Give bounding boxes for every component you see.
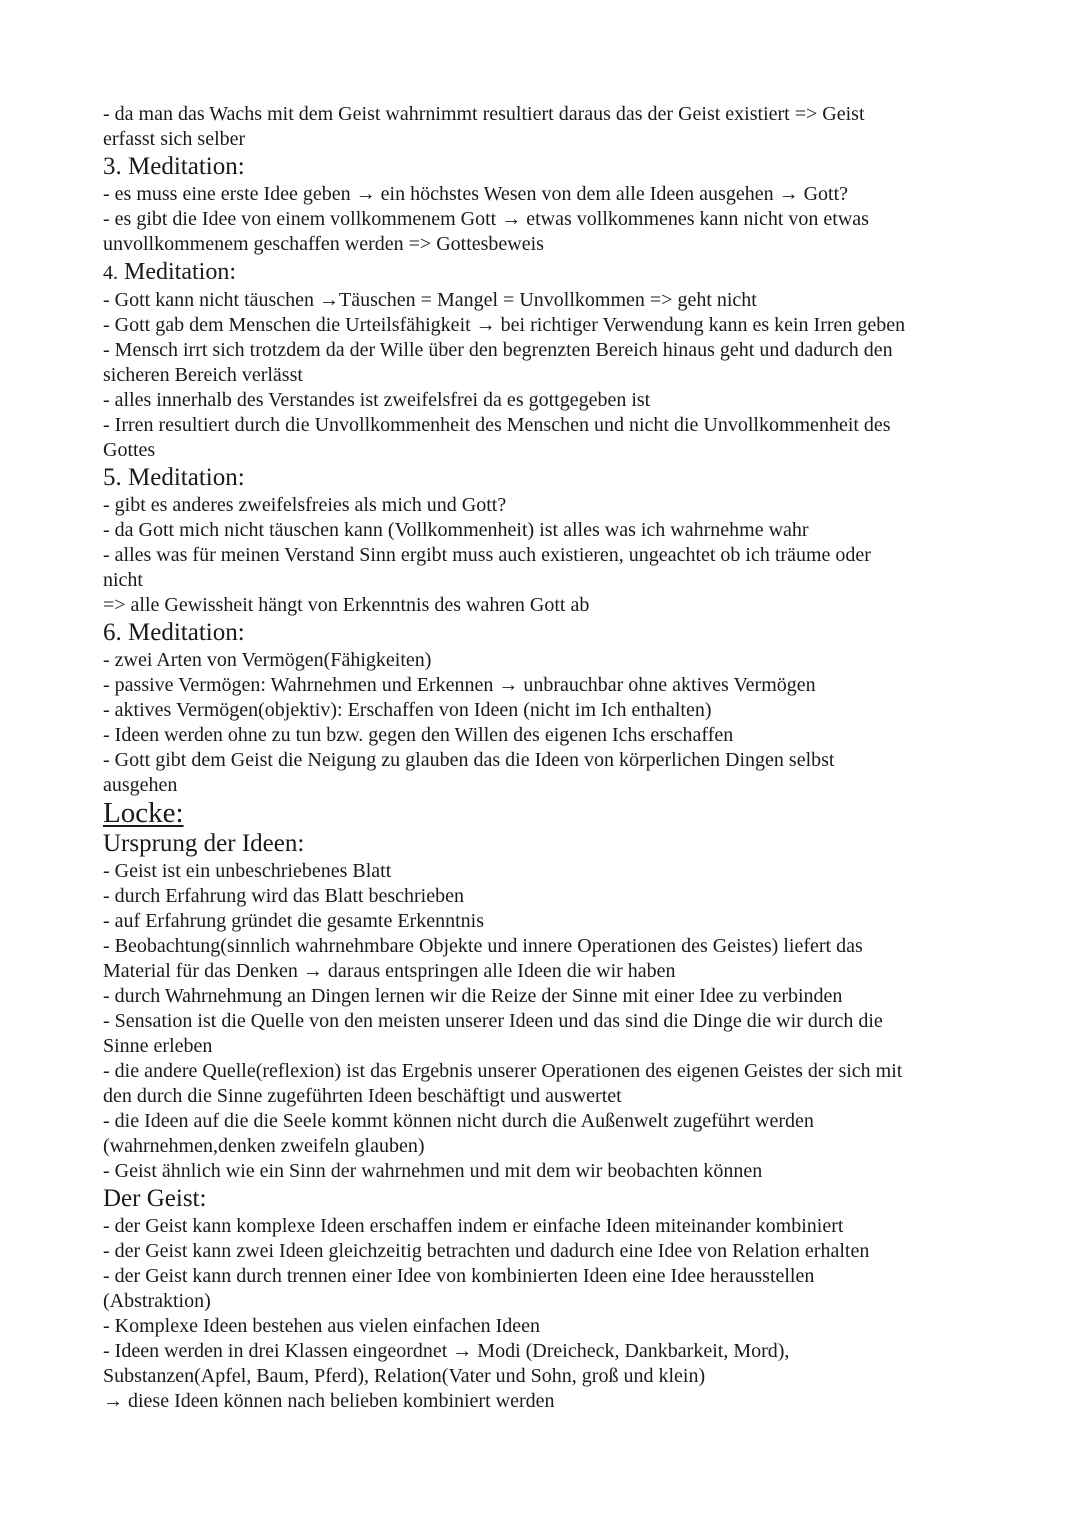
text-line: - Gott gibt dem Geist die Neigung zu glauben das die Ideen von körperlichen Dingen selbst: [103, 749, 835, 771]
text-line: - durch Erfahrung wird das Blatt beschrieben: [103, 885, 464, 907]
text-line: - der Geist kann durch trennen einer Idee von kombinierten Ideen eine Idee herausstellen: [103, 1265, 815, 1287]
text-line: erfasst sich selber: [103, 128, 246, 150]
text-line: - der Geist kann komplexe Ideen erschaffen indem er einfache Ideen miteinander kombiniert: [103, 1215, 844, 1237]
heading-der-geist: Der Geist:: [103, 1185, 207, 1212]
heading-number: 4.: [103, 262, 118, 284]
text-line: - da man das Wachs mit dem Geist wahrnimmt resultiert daraus das der Geist existiert => Geist: [103, 103, 865, 125]
heading-ursprung-der-ideen: Ursprung der Ideen:: [103, 830, 305, 857]
text-line: Gottes: [103, 439, 156, 461]
text-line: - die Ideen auf die die Seele kommt können nicht durch die Außenwelt zugeführt werden: [103, 1110, 814, 1132]
heading-locke: Locke:: [103, 797, 184, 829]
text-line: - aktives Vermögen(objektiv): Erschaffen von Ideen (nicht im Ich enthalten): [103, 699, 712, 721]
text-line: - Ideen werden ohne zu tun bzw. gegen den Willen des eigenen Ichs erschaffen: [103, 724, 734, 746]
text-line: - auf Erfahrung gründet die gesamte Erkenntnis: [103, 910, 484, 932]
text-line: - gibt es anderes zweifelsfreies als mich und Gott?: [103, 494, 507, 516]
text-line: (wahrnehmen,denken zweifeln glauben): [103, 1135, 425, 1157]
text-line: => alle Gewissheit hängt von Erkenntnis des wahren Gott ab: [103, 594, 590, 616]
text-line: - Mensch irrt sich trotzdem da der Wille über den begrenzten Bereich hinaus geht und dadurch den: [103, 339, 893, 361]
text-line: Material für das Denken → daraus entspringen alle Ideen die wir haben: [103, 960, 676, 982]
text-line: - Irren resultiert durch die Unvollkommenheit des Menschen und nicht die Unvollkommenheit des: [103, 414, 891, 436]
text-line: - Sensation ist die Quelle von den meisten unserer Ideen und das sind die Dinge die wir durch die: [103, 1010, 883, 1032]
text-line: Substanzen(Apfel, Baum, Pferd), Relation(Vater und Sohn, groß und klein): [103, 1365, 706, 1387]
text-line: - alles innerhalb des Verstandes ist zweifelsfrei da es gottgegeben ist: [103, 389, 651, 411]
text-line: - passive Vermögen: Wahrnehmen und Erkennen → unbrauchbar ohne aktives Vermögen: [103, 674, 816, 696]
text-line: (Abstraktion): [103, 1290, 211, 1312]
text-line: - Komplexe Ideen bestehen aus vielen einfachen Ideen: [103, 1315, 541, 1337]
text-line: - Ideen werden in drei Klassen eingeordnet → Modi (Dreicheck, Dankbarkeit, Mord),: [103, 1340, 790, 1362]
text-line: - durch Wahrnehmung an Dingen lernen wir die Reize der Sinne mit einer Idee zu verbinden: [103, 985, 843, 1007]
text-line: - da Gott mich nicht täuschen kann (Vollkommenheit) ist alles was ich wahrnehme wahr: [103, 519, 809, 541]
heading-meditation-3: 3. Meditation:: [103, 153, 245, 180]
text-line: - Gott gab dem Menschen die Urteilsfähigkeit → bei richtiger Verwendung kann es kein Irren geben: [103, 314, 906, 336]
text-line: - Gott kann nicht täuschen →Täuschen = Mangel = Unvollkommen => geht nicht: [103, 289, 757, 311]
heading-meditation-4: [103, 257, 1003, 288]
text-line: - Beobachtung(sinnlich wahrnehmbare Objekte und innere Operationen des Geistes) liefert das: [103, 935, 863, 957]
heading-meditation-6: 6. Meditation:: [103, 619, 245, 646]
text-line: - es muss eine erste Idee geben → ein höchstes Wesen von dem alle Ideen ausgehen → Gott?: [103, 183, 848, 205]
text-line: sicheren Bereich verlässt: [103, 364, 303, 386]
document-page: [103, 102, 1003, 1414]
text-line: - Geist ist ein unbeschriebenes Blatt: [103, 860, 392, 882]
text-line: den durch die Sinne zugeführten Ideen beschäftigt und auswertet: [103, 1085, 622, 1107]
text-line: ausgehen: [103, 774, 178, 796]
text-line: Sinne erleben: [103, 1035, 213, 1057]
text-line: - die andere Quelle(reflexion) ist das Ergebnis unserer Operationen des eigenen Geistes der sich mit: [103, 1060, 903, 1082]
text-line: - zwei Arten von Vermögen(Fähigkeiten): [103, 649, 432, 671]
heading-text: Meditation:: [124, 259, 236, 285]
heading-meditation-5: 5. Meditation:: [103, 464, 245, 491]
text-line: → diese Ideen können nach belieben kombiniert werden: [103, 1390, 555, 1412]
text-line: - Geist ähnlich wie ein Sinn der wahrnehmen und mit dem wir beobachten können: [103, 1160, 763, 1182]
text-line: nicht: [103, 569, 143, 591]
text-line: - alles was für meinen Verstand Sinn ergibt muss auch existieren, ungeachtet ob ich träume oder: [103, 544, 871, 566]
text-line: - der Geist kann zwei Ideen gleichzeitig betrachten und dadurch eine Idee von Relation erhalten: [103, 1240, 870, 1262]
text-line: unvollkommenem geschaffen werden => Gottesbeweis: [103, 233, 544, 255]
text-line: - es gibt die Idee von einem vollkommenem Gott → etwas vollkommenes kann nicht von etwas: [103, 208, 869, 230]
